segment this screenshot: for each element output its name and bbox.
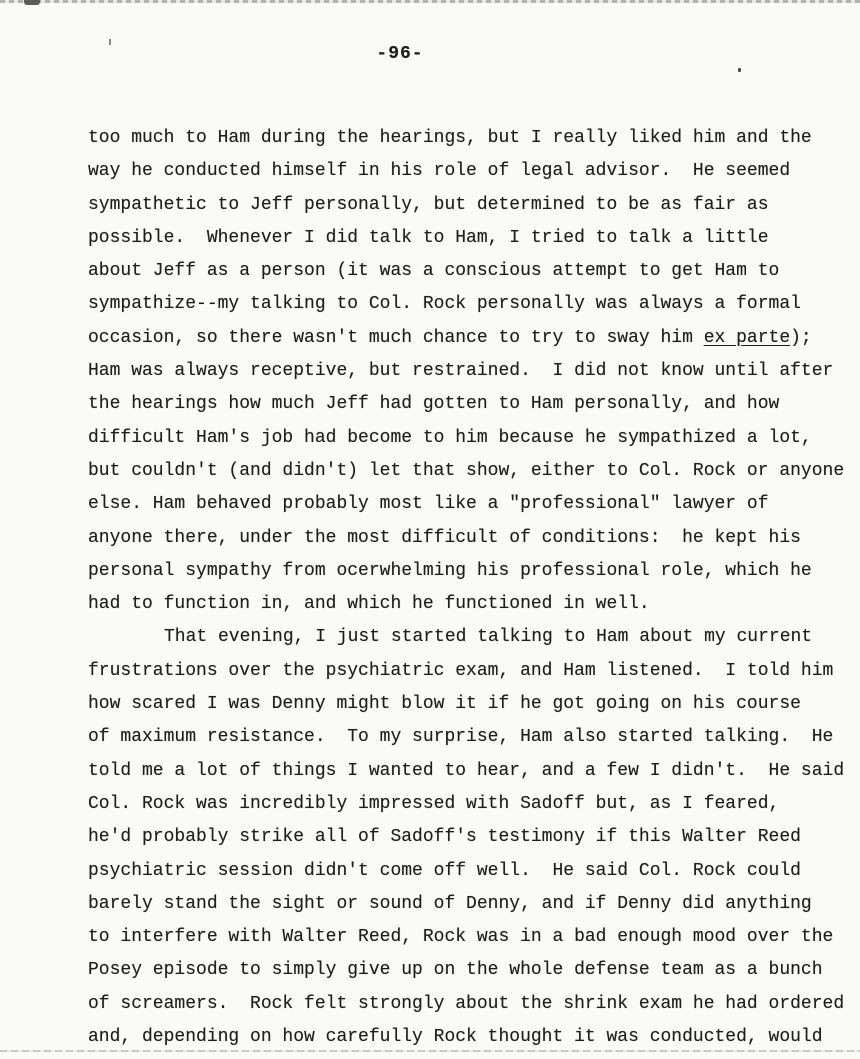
text-line: [88, 388, 852, 421]
text-segment: way he conducted himself in his role of legal advisor. He seemed: [88, 161, 791, 182]
text-line: [88, 288, 852, 321]
scan-artifact-bottom-edge: [0, 1050, 860, 1052]
text-segment: how scared I was Denny might blow it if he got going on his course: [88, 694, 801, 715]
text-line: [88, 821, 852, 854]
text-segment: Col. Rock was incredibly impressed with Sadoff but, as I feared,: [88, 793, 780, 814]
page-number: -96-: [376, 44, 424, 64]
text-segment: barely stand the sight or sound of Denny, and if Denny did anything: [88, 893, 812, 914]
text-line: [88, 855, 852, 888]
text-segment: Posey episode to simply give up on the whole defense team as a bunch: [88, 960, 823, 981]
underlined-text-segment: ex parte: [703, 327, 791, 348]
text-line: [88, 588, 852, 621]
text-segment: difficult Ham's job had become to him because he sympathized a lot,: [88, 427, 812, 448]
text-segment: personal sympathy from ocerwhelming his professional role, which he: [88, 560, 812, 581]
text-line: [88, 522, 852, 555]
text-segment: the hearings how much Jeff had gotten to Ham personally, and how: [88, 394, 780, 415]
text-segment: );: [790, 327, 812, 348]
text-line: [88, 988, 852, 1021]
text-line: [88, 555, 852, 588]
text-segment: psychiatric session didn't come off well. He said Col. Rock could: [88, 860, 801, 881]
text-segment: of screamers. Rock felt strongly about the shrink exam he had ordered: [88, 993, 845, 1014]
text-segment: had to function in, and which he functioned in well.: [88, 594, 650, 615]
text-line: [88, 322, 852, 355]
text-segment: to interfere with Walter Reed, Rock was in a bad enough mood over the: [88, 927, 834, 948]
text-line: [88, 422, 852, 455]
text-line: [88, 355, 852, 388]
text-segment: told me a lot of things I wanted to hear, and a few I didn't. He said: [88, 760, 845, 781]
text-segment: sympathize--my talking to Col. Rock personally was always a formal: [88, 294, 801, 315]
text-line: [88, 455, 852, 488]
text-line: [88, 255, 852, 288]
text-segment: sympathetic to Jeff personally, but determined to be as fair as: [88, 194, 769, 215]
text-line: [88, 222, 852, 255]
text-segment: Ham was always receptive, but restrained. I did not know until after: [88, 361, 834, 382]
text-line: [88, 688, 852, 721]
text-line: [88, 888, 852, 921]
text-line: [88, 122, 852, 155]
text-line: [88, 788, 852, 821]
scan-artifact-top-edge: [0, 0, 860, 3]
text-segment: else. Ham behaved probably most like a "professional" lawyer of: [88, 494, 769, 515]
text-segment: too much to Ham during the hearings, but I really liked him and the: [88, 128, 812, 148]
text-line: [88, 155, 852, 188]
text-segment: frustrations over the psychiatric exam, and Ham listened. I told him: [88, 660, 834, 681]
text-line: [88, 488, 852, 521]
text-segment: occasion, so there wasn't much chance to try to sway him: [88, 327, 704, 348]
text-line: [88, 721, 852, 754]
text-segment: of maximum resistance. To my surprise, Ham also started talking. He: [88, 727, 834, 748]
text-line: [88, 921, 852, 954]
text-segment: That evening, I just started talking to Ham about my current: [164, 627, 813, 648]
document-body: [88, 122, 852, 1054]
scan-artifact-top-blob: [24, 0, 40, 5]
text-segment: he'd probably strike all of Sadoff's testimony if this Walter Reed: [88, 827, 801, 848]
text-segment: anyone there, under the most difficult of conditions: he kept his: [88, 527, 801, 548]
text-line: [88, 189, 852, 222]
text-line: [88, 655, 852, 688]
text-line: [88, 954, 852, 987]
text-segment: about Jeff as a person (it was a conscious attempt to get Ham to: [88, 261, 780, 282]
text-line: [88, 755, 852, 788]
text-line: [88, 621, 852, 654]
scan-artifact-speck: [738, 68, 741, 72]
text-segment: and, depending on how carefully Rock thought it was conducted, would: [88, 1027, 823, 1048]
text-segment: possible. Whenever I did talk to Ham, I tried to talk a little: [88, 227, 769, 248]
text-segment: but couldn't (and didn't) let that show, either to Col. Rock or anyone: [88, 460, 845, 481]
